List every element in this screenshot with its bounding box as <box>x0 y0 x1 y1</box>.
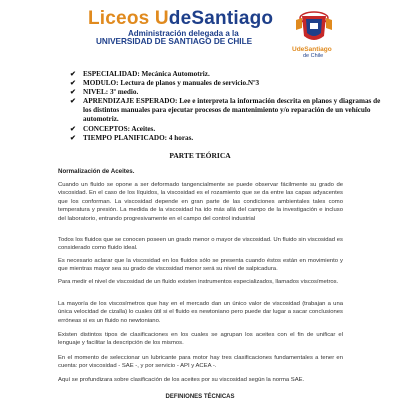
objective-item: ✔ APRENDIZAJE ESPERADO: Lee e interpreta la información descrita en planos y diagramas de los distintos manuales para ejecutar procesos de mantenimiento y/o reparación de un vehículo automotriz. <box>70 97 381 124</box>
objective-item: ✔ CONCEPTOS: Aceites. <box>70 124 156 133</box>
paragraph-newtonian: La mayoría de los viscosímetros que hay en el mercado dan un único valor de viscosidad (trabajan a una única velocidad de cizalla) lo cuales útil si el fluido es newtoniano pero puede dar lugar a sacar conclusiones erróneas si es un fluido no newtoniano. <box>58 301 343 324</box>
paragraph-movement: Es necesario aclarar que la viscosidad en los fluidos sólo se presenta cuando éstos están en movimiento y que mientras mayor sea su grado de viscosidad menor será su nivel de salpicadura. <box>58 258 343 273</box>
check-mark-icon: ✔ <box>70 79 76 88</box>
check-mark-icon: ✔ <box>70 97 76 106</box>
crest-caption-2: de Chile <box>303 53 324 59</box>
paragraph-viscosity-intro: Cuando un fluido se opone a ser deformado tangencialmente se puede observar fácilmente su grado de viscosidad. En el caso de los líquidos, la viscosidad es el rozamiento que se da entre las capas adyacentes que los conforman. La viscosidad depende en gran parte de las condiciones ambientales tales como temperatura y presión. La medida de la viscosidad ha ido más allá del campo de la investigación e incluso del laboratorio, entrando progresivamente en el campo del control industrial <box>58 182 343 222</box>
section-title: PARTE TEÓRICA <box>169 151 231 160</box>
objective-item: ✔ TIEMPO PLANIFICADO: 4 horas. <box>70 133 194 142</box>
objectives-list <box>70 70 385 143</box>
logo-u-text: U <box>154 8 169 29</box>
udesantiago-crest-icon <box>290 6 338 46</box>
paragraph-lubricant: En el momento de seleccionar un lubricante para motor hay tres clasificaciones fundamentales a tener en cuenta: por viscosidad - SAE -, y por servicio - API y ACEA -. <box>58 355 343 370</box>
check-mark-icon: ✔ <box>70 70 76 78</box>
logo-de-text: de <box>168 8 192 29</box>
paragraph-sae: Aquí se profundizara sobre clasificación de los aceites por su viscosidad según la norma SAE. <box>58 377 305 383</box>
paragraph-viscometers: Para medir el nivel de viscosidad de un fluido existen instrumentos especializados, llamados viscosímetros. <box>58 279 339 285</box>
admin-line-2: UNIVERSIDAD DE SANTIAGO DE CHILE <box>96 37 253 46</box>
logo-santiago-text: Santiago <box>191 8 274 29</box>
objective-item: ✔ MODULO: Lectura de planos y manuales de servicio.Nº3 <box>70 79 260 88</box>
definitions-title: DEFINIONES TÉCNICAS <box>165 394 235 400</box>
paragraph-classifications: Existen distintos tipos de clasificaciones en los cuales se agrupan los aceites con el fin de unificar el lenguaje y facilitar la descripción de los mismos. <box>58 332 343 347</box>
liceos-udesantiago-logo <box>88 8 273 30</box>
check-mark-icon: ✔ <box>70 124 76 133</box>
objective-item: ✔ ESPECIALIDAD: Mecánica Automotriz. <box>70 70 210 78</box>
admin-line-1: Administración delegada a la <box>128 29 239 38</box>
check-mark-icon: ✔ <box>70 133 76 142</box>
objective-item: ✔ NIVEL: 3º medio. <box>70 88 139 97</box>
check-mark-icon: ✔ <box>70 88 76 97</box>
subtitle: Normalización de Aceites. <box>58 168 135 175</box>
paragraph-ideal-fluid: Todos los fluidos que se conocen poseen un grado menor o mayor de viscosidad. Un fluido sin viscosidad es considerado como fluido ideal. <box>58 237 343 252</box>
logo-liceos-text: Liceos <box>88 8 155 29</box>
document-header <box>0 0 400 62</box>
crest-caption-1: UdeSantiago <box>292 46 332 53</box>
